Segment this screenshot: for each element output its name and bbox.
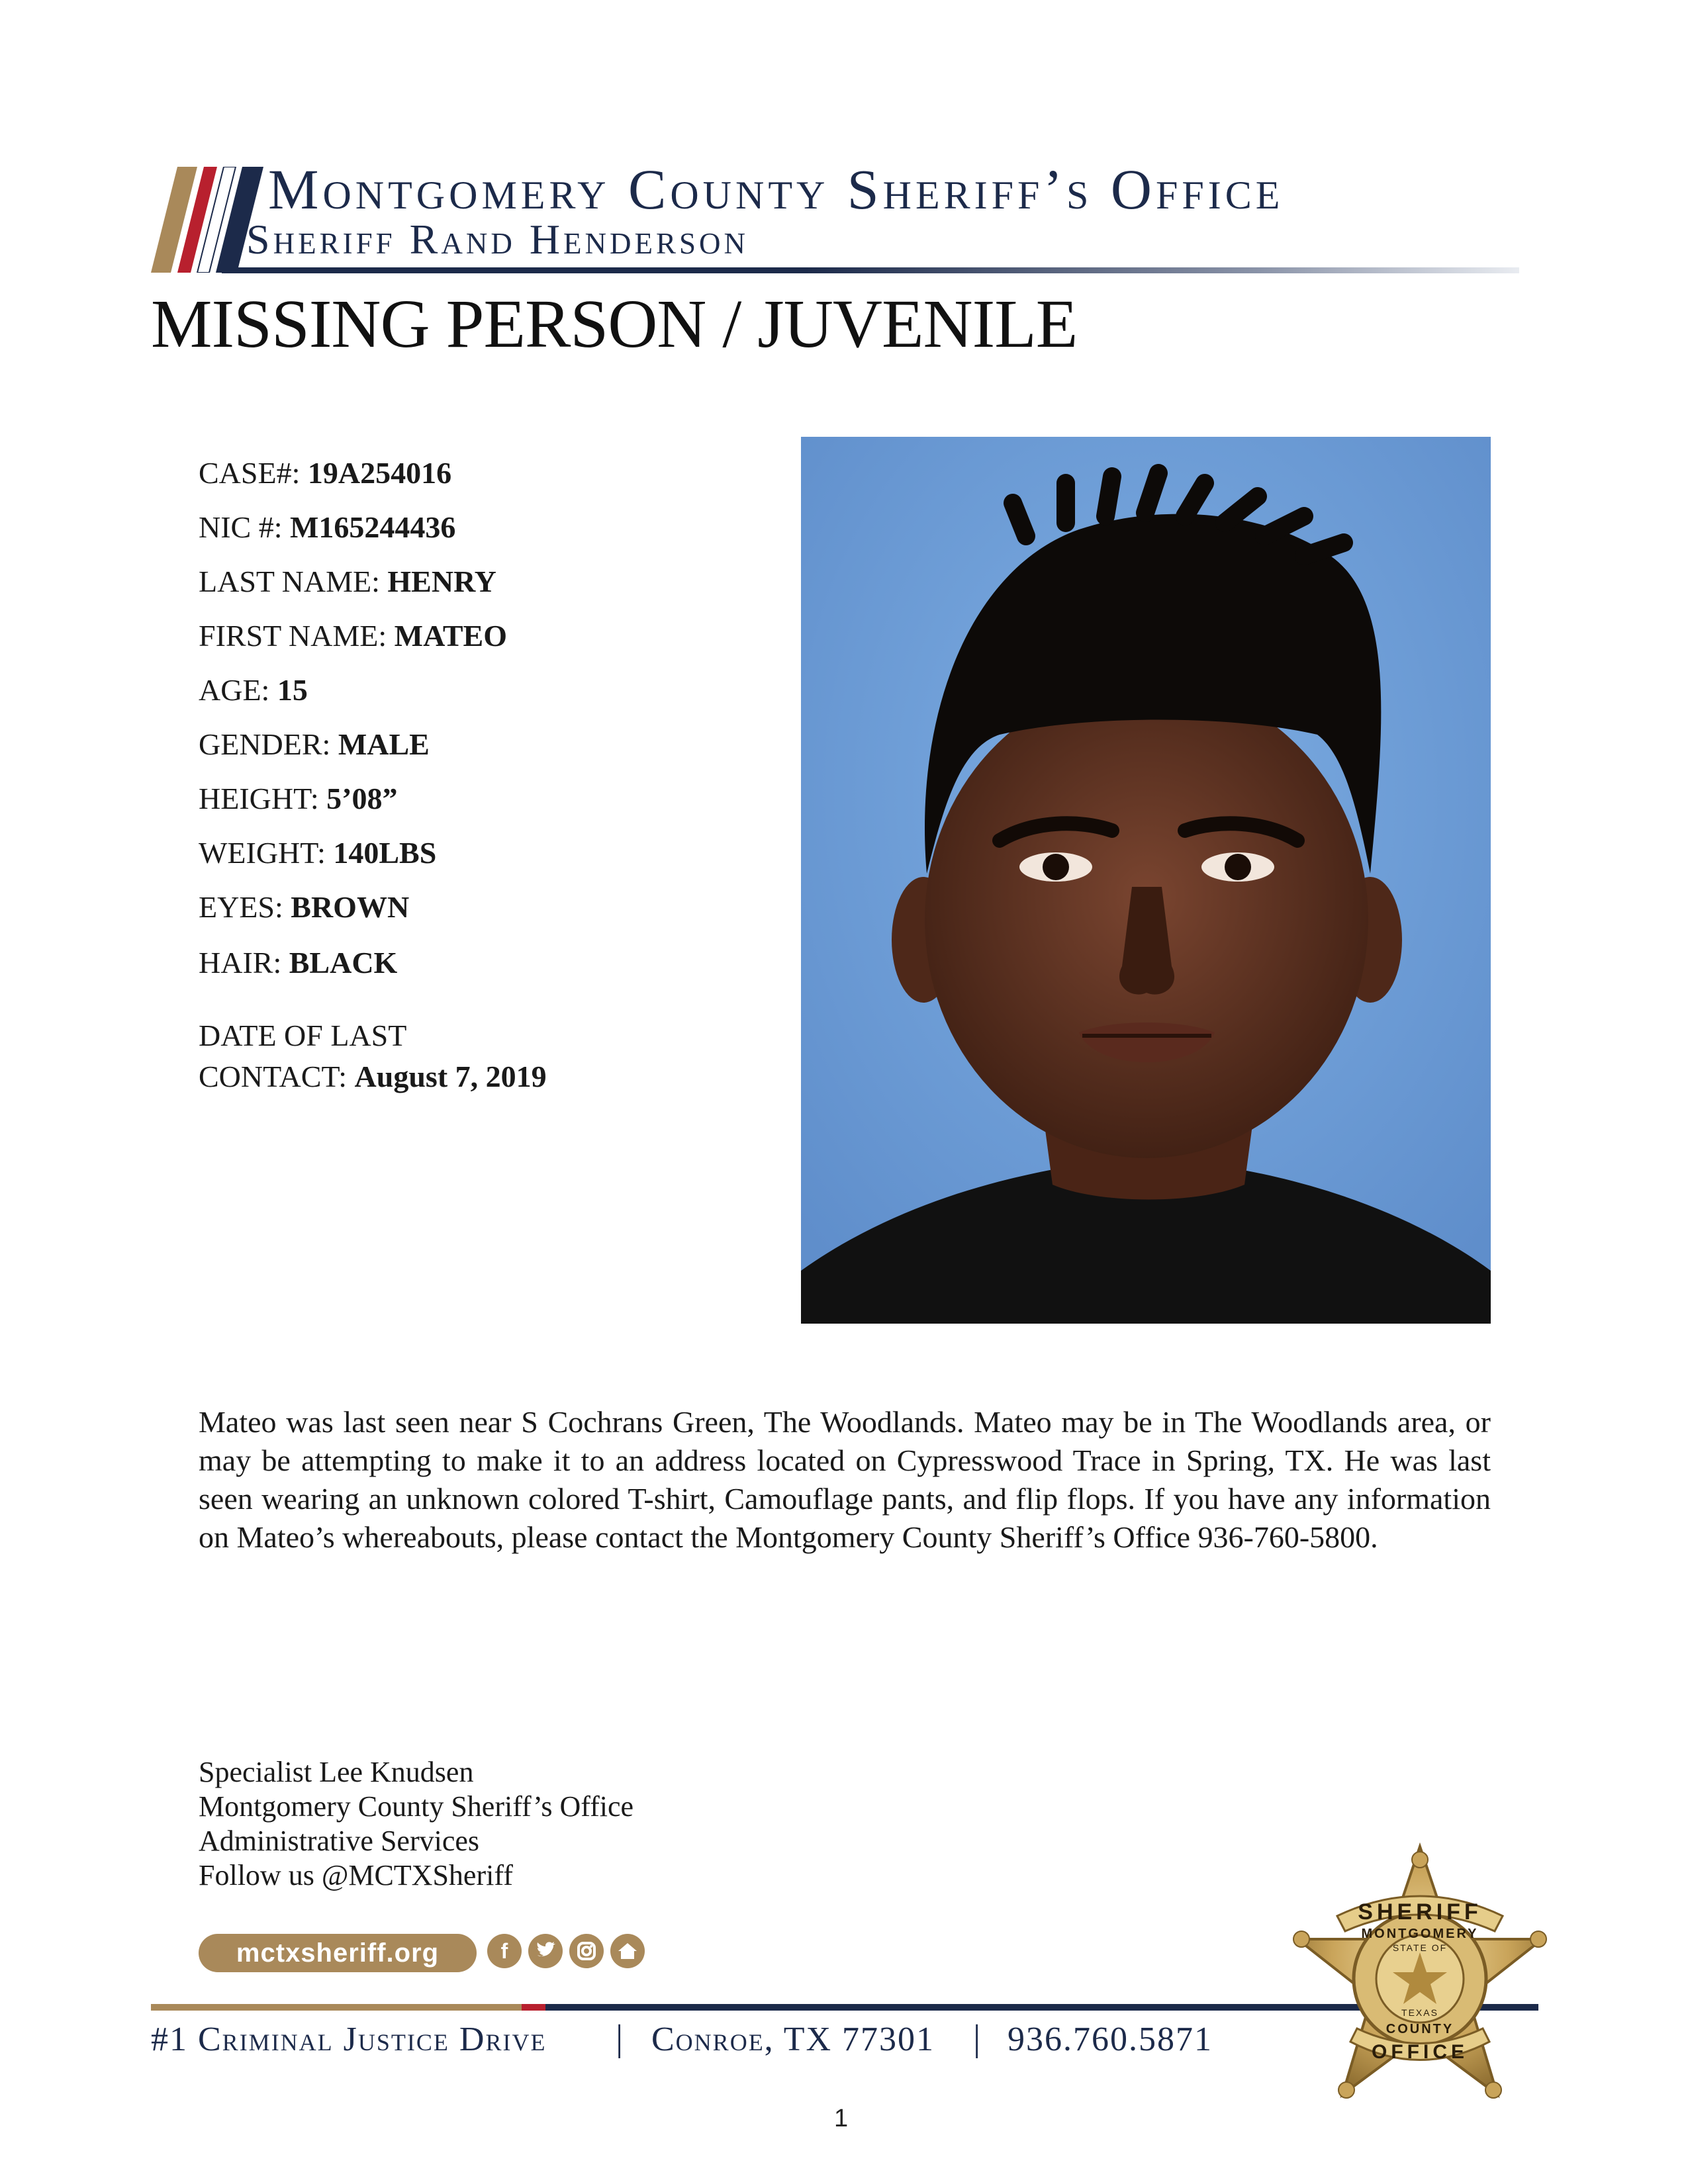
info-age: AGE: 15 [199,673,308,707]
sheriff-badge-icon [1291,1840,1549,2111]
missing-person-photo [801,437,1491,1324]
header-divider [222,267,1519,273]
page-title: MISSING PERSON / JUVENILE [151,286,1078,362]
info-last-name: LAST NAME: HENRY [199,565,496,598]
agency-name: Montgomery County Sheriff’s Office [268,158,1284,221]
info-nic: NIC #: M165244436 [199,510,456,544]
footer-address: #1 Criminal Justice Drive [151,2021,547,2058]
info-height: HEIGHT: 5’08” [199,782,398,815]
info-hair: HAIR: BLACK [199,946,398,979]
signature-division: Administrative Services [199,1825,480,1857]
info-eyes: EYES: BROWN [199,890,410,924]
footer-divider-gold [151,2004,522,2011]
footer-city: Conroe, TX 77301 [651,2021,935,2058]
badge-center-text-top: STATE OF [1392,1942,1448,1953]
info-case: CASE#: 19A254016 [199,456,452,490]
description-paragraph: Mateo was last seen near S Cochrans Green, The Woodlands. Mateo may be in The Woodlands area, or may be attempting to make it to an address located on Cypresswood Trace in Spring, TX. He was last seen wearing an unknown colored T-shirt, Camouflage pants, and flip flops. If you have any information on Mateo’s whereabouts, please contact the Montgomery County Sheriff’s Office 936-760-5800. [199,1405,1491,1554]
instagram-icon[interactable] [569,1934,604,1968]
page-number: 1 [834,2105,849,2132]
footer-divider-red [522,2004,545,2011]
info-gender: GENDER: MALE [199,727,430,761]
badge-center-text-bottom: TEXAS [1401,2007,1438,2018]
signature-name: Specialist Lee Knudsen [199,1756,474,1788]
footer-phone: 936.760.5871 [1008,2021,1213,2058]
website-link[interactable]: mctxsheriff.org [199,1934,477,1972]
footer-separator: | [973,2018,981,2059]
info-first-name: FIRST NAME: MATEO [199,619,508,653]
portrait-illustration [801,437,1491,1324]
nextdoor-icon[interactable] [610,1934,645,1968]
signature-follow: Follow us @MCTXSheriff [199,1859,513,1891]
badge-ring-text-top: MONTGOMERY [1361,1927,1479,1941]
twitter-icon[interactable] [528,1934,563,1968]
sheriff-name: Sheriff Rand Henderson [246,216,749,263]
badge-bottom-text: OFFICE [1372,2041,1468,2063]
badge-top-text: SHERIFF [1358,1899,1482,1925]
badge-ring-text-bottom: COUNTY [1385,2022,1454,2036]
info-weight: WEIGHT: 140LBS [199,836,437,870]
info-last-contact-label: DATE OF LAST [199,1019,407,1052]
signature-office: Montgomery County Sheriff’s Office [199,1790,634,1823]
info-last-contact: CONTACT: August 7, 2019 [199,1060,547,1093]
footer-separator: | [616,2018,624,2059]
facebook-icon[interactable]: f [487,1934,522,1968]
